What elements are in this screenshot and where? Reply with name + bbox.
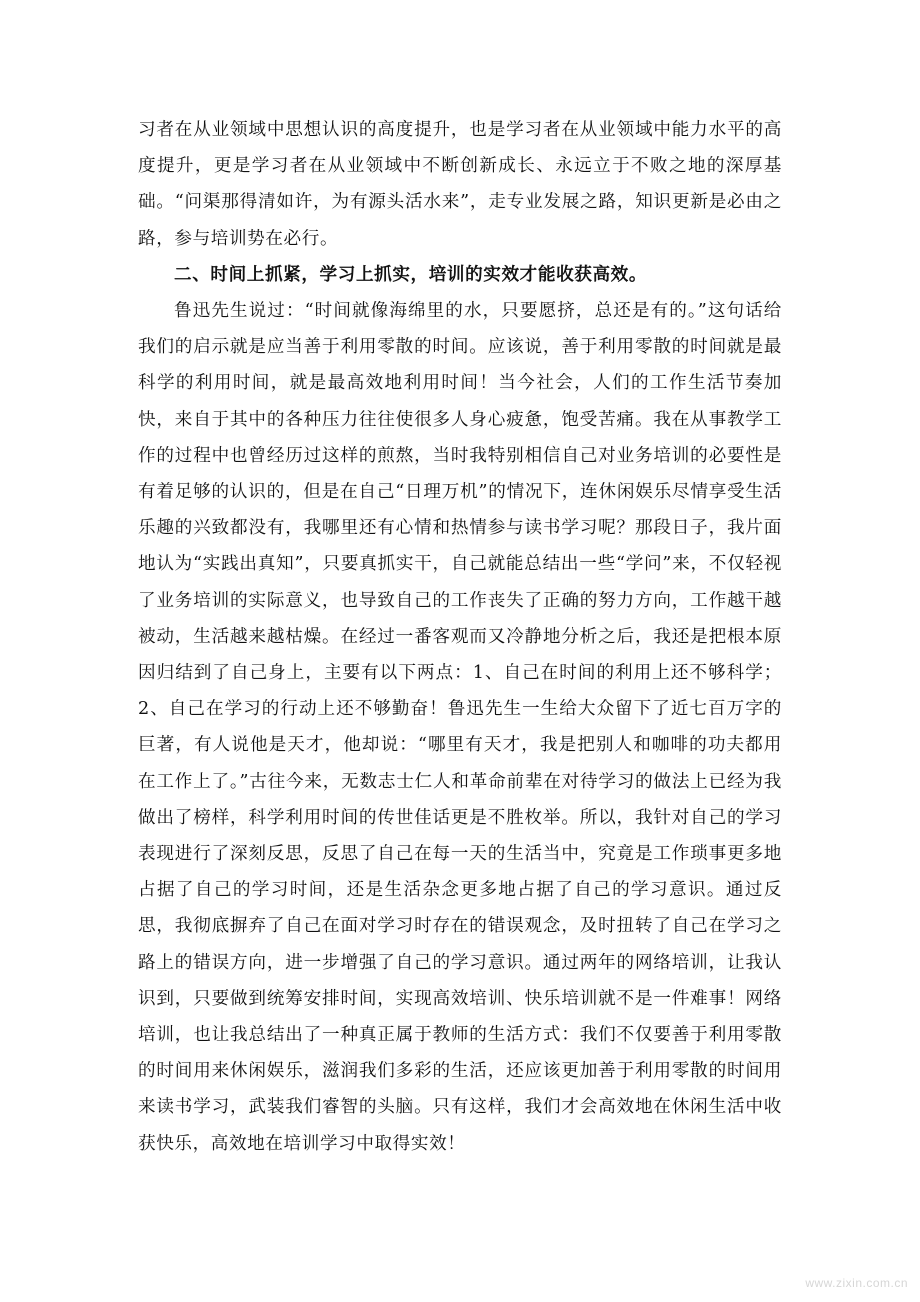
body-paragraph: 鲁迅先生说过：“时间就像海绵里的水，只要愿挤，总还是有的。”这句话给我们的启示就是应当善于利用零散的时间。应该说，善于利用零散的时间就是最科学的利用时间，就是最高效地利用时间！当今社会，人们的工作生活节奏加快，来自于其中的各种压力往往使很多人身心疲惫，饱受苦痛。我在从事教学工作的过程中也曾经历过这样的煎熬，当时我特别相信自己对业务培训的必要性是有着足够的认识的，但是在自己“日理万机”的情况下，连休闲娱乐尽情享受生活乐趣的兴致都没有，我哪里还有心情和热情参与读书学习呢？那段日子，我片面地认为“实践出真知”，只要真抓实干，自己就能总结出一些“学问”来，不仅轻视了业务培训的实际意义，也导致自己的工作丧失了正确的努力方向，工作越干越被动，生活越来越枯燥。在经过一番客观而又冷静地分析之后，我还是把根本原因归结到了自己身上，主要有以下两点：1、自己在时间的利用上还不够科学；2、自己在学习的行动上还不够勤奋！鲁迅先生一生给大众留下了近七百万字的巨著，有人说他是天才，他却说：“哪里有天才，我是把别人和咖啡的功夫都用在工作上了。”古往今来，无数志士仁人和革命前辈在对待学习的做法上已经为我做出了榜样，科学利用时间的传世佳话更是不胜枚举。所以，我针对自己的学习表现进行了深刻反思，反思了自己在每一天的生活当中，究竟是工作琐事更多地占据了自己的学习时间，还是生活杂念更多地占据了自己的学习意识。通过反思，我彻底摒弃了自己在面对学习时存在的错误观念，及时扭转了自己在学习之路上的错误方向，进一步增强了自己的学习意识。通过两年的网络培训，让我认识到，只要做到统筹安排时间，实现高效培训、快乐培训就不是一件难事！网络培训，也让我总结出了一种真正属于教师的生活方式：我们不仅要善于利用零散的时间用来休闲娱乐，滋润我们多彩的生活，还应该更加善于利用零散的时间用来读书学习，武装我们睿智的头脑。只有这样，我们才会高效地在休闲生活中收获快乐，高效地在培训学习中取得实效！ <box>138 301 782 1154</box>
watermark: www.zixin.com.cn <box>805 1276 908 1290</box>
document-page <box>138 112 782 1162</box>
section-heading: 二、时间上抓紧，学习上抓实，培训的实效才能收获高效。 <box>174 263 648 285</box>
paragraph-continued: 习者在从业领域中思想认识的高度提升，也是学习者在从业领域中能力水平的高度提升，更是学习者在从业领域中不断创新成长、永远立于不败之地的深厚基础。“问渠那得清如许，为有源头活水来”，走专业发展之路，知识更新是必由之路，参与培训势在必行。 <box>138 120 782 249</box>
